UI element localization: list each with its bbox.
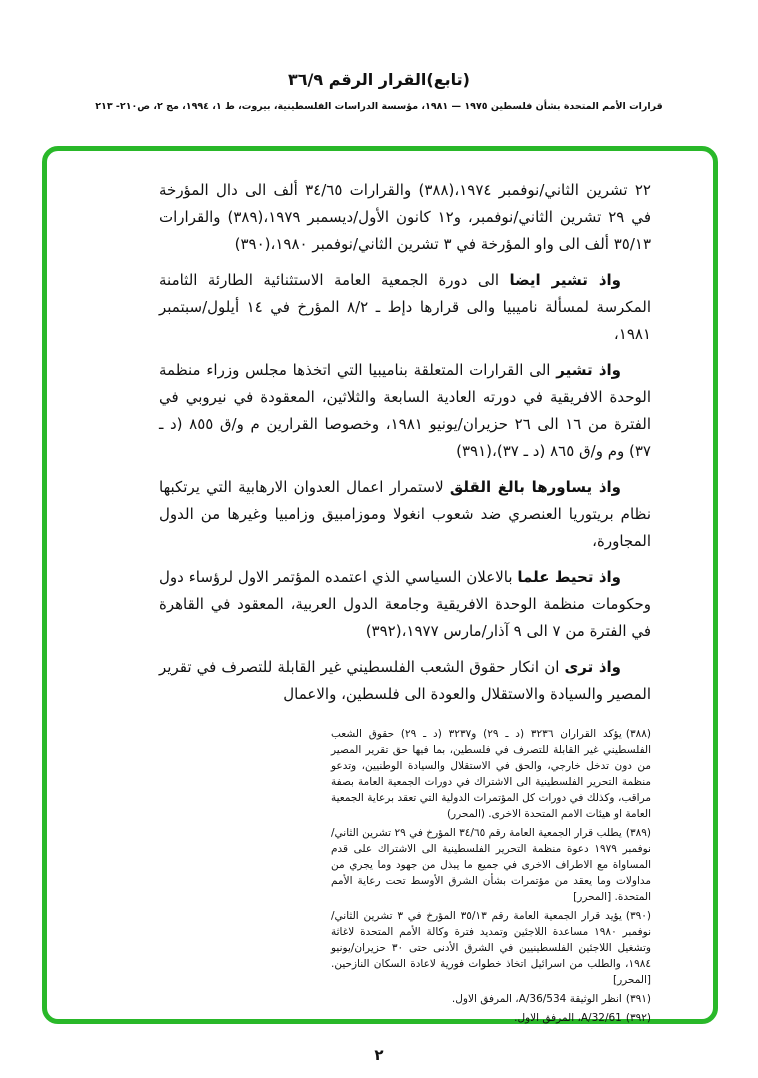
paragraph-lead: واذ ترى — [564, 658, 622, 676]
footnote-item — [331, 991, 651, 1007]
body-paragraph — [159, 564, 651, 645]
document-title: (تابع)القرار الرقم ٣٦/٩ — [288, 70, 470, 89]
footnote-text: يطلب قرار الجمعية العامة رقم ٣٤/٦٥ المؤرخ في ٢٩ تشرين الثاني/ نوفمبر ١٩٧٩ دعوة منظمة التحرير الفلسطينية الى الاشتراك على قدم المساواة مع الاطراف الاخرى في جميع ما يبذل من جهود وما يجري من مداولات وما يعقد من مؤتمرات بشأن الشرق الأوسط تحت رعاية الأمم المتحدة. [المحرر] — [331, 827, 651, 903]
paragraph-lead: واذ تحيط علما — [517, 568, 621, 586]
footnote-number: (٣٩٠) — [625, 910, 652, 922]
footnote-item — [331, 908, 651, 988]
body-paragraph — [159, 654, 651, 708]
body-paragraph — [159, 267, 651, 348]
footnote-number: (٣٩٢) — [625, 1012, 651, 1024]
page-number: ٢ — [374, 1046, 384, 1064]
content-frame — [42, 146, 718, 1024]
paragraph-lead: واذ يساورها بالغ القلق — [449, 478, 621, 496]
content-area — [47, 151, 713, 1024]
footnote-number: (٣٨٩) — [625, 827, 651, 839]
footnote-item — [331, 726, 651, 822]
paragraph-text: بالاعلان السياسي الذي اعتمده المؤتمر الاول لرؤساء دول وحكومات منظمة الوحدة الافريقية وجامعة الدول العربية، المعقود في القاهرة في الفترة من ٧ الى ٩ آذار/مارس ١٩٧٧،(٣٩٢) — [159, 568, 651, 640]
page-header — [0, 70, 758, 112]
body-paragraph — [159, 177, 651, 258]
paragraph-text: الى القرارات المتعلقة بناميبيا التي اتخذها مجلس وزراء منظمة الوحدة الافريقية في دورته العادية السابعة والثلاثين، المعقودة في نيروبي في الفترة من ١٦ الى ٢٦ حزيران/يونيو ١٩٨١، وخصوصا القرارين م و/ق ٨٥٥ (د ـ ٣٧) وم و/ق ٨٦٥ (د ـ ٣٧)،(٣٩١) — [159, 361, 652, 460]
footnote-text: يؤيد قرار الجمعية العامة رقم ٣٥/١٣ المؤرخ في ٣ تشرين الثاني/نوفمبر ١٩٨٠ مساعدة اللاجئين وتمديد فترة وكالة الأمم المتحدة لاغاثة وتشغيل اللاجئين الفلسطينيين في الشرق الأدنى حتى ٣٠ حزيران/يونيو ١٩٨٤، والطلب من اسرائيل اتخاذ خطوات فورية لاعادة السكان النازحين. [المحرر] — [331, 910, 651, 986]
footnote-number: (٣٨٨) — [625, 728, 651, 740]
paragraph-text: ٢٢ تشرين الثاني/نوفمبر ١٩٧٤،(٣٨٨) والقرارات ٣٤/٦٥ ألف الى دال المؤرخة في ٢٩ تشرين الثاني/نوفمبر، و١٢ كانون الأول/ديسمبر ١٩٧٩،(٣٨٩) والقرارات ٣٥/١٣ ألف الى واو المؤرخة في ٣ تشرين الثاني/نوفمبر ١٩٨٠،(٣٩٠) — [159, 181, 651, 253]
document-source-line: قرارات الأمم المتحدة بشأن فلسطين ١٩٧٥ — ١٩٨١، مؤسسة الدراسات الفلسطينية، بيروت، ط ١، ١٩٩٤، مج ٢، ص٢١٠- ٢١٣ — [95, 101, 663, 112]
footnote-item — [331, 825, 651, 905]
footnotes-section — [331, 726, 651, 1026]
footnote-text: A/32/61، المرفق الاول. — [514, 1012, 622, 1024]
footnote-text: يؤكد القراران ٣٢٣٦ (د ـ ٢٩) و٣٢٣٧ (د ـ ٢٩) حقوق الشعب الفلسطيني غير القابلة للتصرف في فلسطين، بما فيها حق تقرير المصير من دون تدخل خارجي، والحق في الاستقلال والسيادة الوطنيين، وتدعو منظمة التحرير الفلسطينية الى الاشتراك في دورات الجمعية العامة بصفة مراقب، وكذلك في دورات كل المؤتمرات الدولية التي تعقد برعاية الجمعية العامة او هيئات الامم المتحدة الاخرى. (المحرر) — [331, 728, 651, 820]
footnote-number: (٣٩١) — [625, 993, 651, 1005]
paragraph-text: ان انكار حقوق الشعب الفلسطيني غير القابلة للتصرف في تقرير المصير والسيادة والاستقلال والعودة الى فلسطين، والاعمال — [159, 658, 651, 703]
body-paragraph — [159, 474, 651, 555]
paragraph-text: الى دورة الجمعية العامة الاستثنائية الطارئة الثامنة المكرسة لمسألة ناميبيا والى قرارها دإط ـ ٨/٢ المؤرخ في ١٤ أيلول/سبتمبر ١٩٨١، — [159, 271, 652, 343]
footnote-text: انظر الوثيقة A/36/534، المرفق الاول. — [451, 993, 622, 1005]
body-text — [159, 177, 651, 708]
footnote-item — [331, 1010, 651, 1026]
body-paragraph — [159, 357, 651, 465]
paragraph-text: لاستمرار اعمال العدوان الارهابية التي يرتكبها نظام بريتوريا العنصري ضد شعوب انغولا وموزامبيق وزامبيا وغيرها من الدول المجاورة، — [159, 478, 651, 550]
paragraph-lead: واذ تشير ايضا — [509, 271, 621, 289]
paragraph-lead: واذ تشير — [556, 361, 621, 379]
